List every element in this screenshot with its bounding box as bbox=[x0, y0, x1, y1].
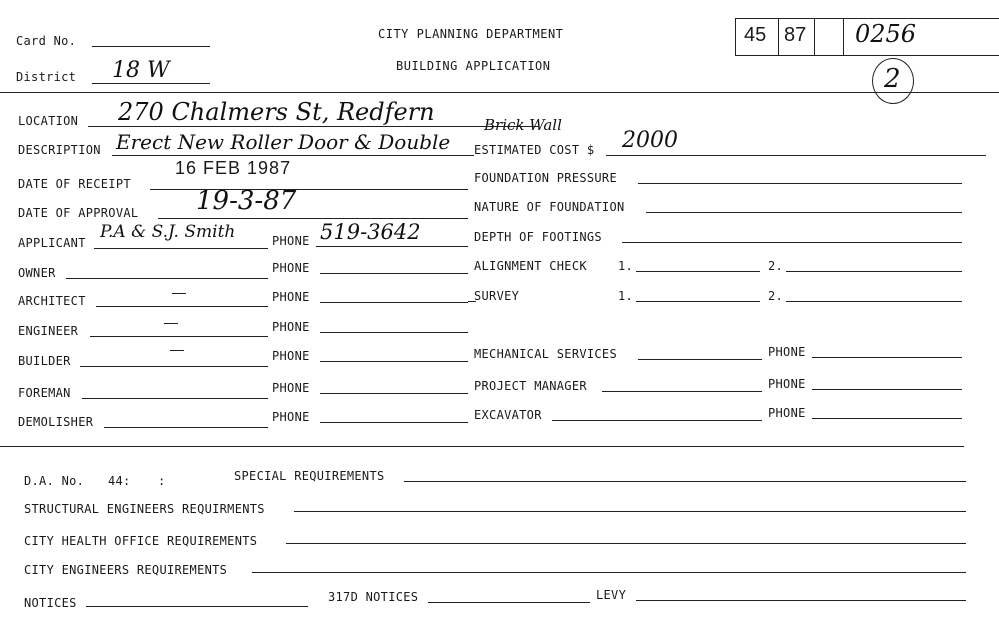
excavator-line bbox=[552, 420, 762, 421]
applicant-phone-value: 519-3642 bbox=[320, 220, 421, 244]
circled-number-value: 2 bbox=[884, 64, 901, 94]
applicant-phone-line bbox=[316, 246, 468, 247]
survey-2-line bbox=[786, 301, 962, 302]
description-value: Erect New Roller Door & Double bbox=[116, 130, 451, 154]
dept-title: CITY PLANNING DEPARTMENT bbox=[378, 27, 564, 41]
alignment-1-line bbox=[636, 271, 760, 272]
levy-label: LEVY bbox=[596, 588, 627, 602]
da-no-label: D.A. No. bbox=[24, 474, 85, 488]
notices-line bbox=[86, 606, 308, 607]
ref-cell-number: 0256 bbox=[855, 20, 917, 48]
notices-317d-line bbox=[428, 602, 590, 603]
demolisher-line bbox=[104, 427, 268, 428]
survey-1-line bbox=[636, 301, 760, 302]
nature-foundation-line bbox=[646, 212, 962, 213]
nature-foundation-label: NATURE OF FOUNDATION bbox=[474, 200, 625, 214]
ref-divider-3 bbox=[843, 18, 844, 55]
city-engineers-requirements-label: CITY ENGINEERS REQUIREMENTS bbox=[24, 563, 228, 577]
depth-footings-line bbox=[622, 242, 962, 243]
applicant-phone-label: PHONE bbox=[272, 234, 310, 248]
mechanical-line bbox=[638, 359, 762, 360]
description-label: DESCRIPTION bbox=[18, 143, 101, 157]
survey-lead-line bbox=[468, 301, 476, 302]
foreman-phone-label: PHONE bbox=[272, 381, 310, 395]
location-label: LOCATION bbox=[18, 114, 79, 128]
district-value: 18 W bbox=[112, 58, 170, 83]
builder-phone-line bbox=[320, 361, 468, 362]
project-manager-line bbox=[602, 391, 762, 392]
alignment-1-label: 1. bbox=[618, 259, 634, 273]
excavator-phone-label: PHONE bbox=[768, 406, 806, 420]
depth-footings-label: DEPTH OF FOOTINGS bbox=[474, 230, 602, 244]
date-approval-value: 19-3-87 bbox=[196, 186, 297, 216]
location-value: 270 Chalmers St, Redfern bbox=[118, 98, 435, 126]
structural-requirements-line bbox=[294, 511, 966, 512]
engineer-phone-line bbox=[320, 332, 468, 333]
date-approval-line bbox=[158, 218, 468, 219]
city-engineers-requirements-line bbox=[252, 572, 966, 573]
alignment-check-label: ALIGNMENT CHECK bbox=[474, 259, 587, 273]
mechanical-label: MECHANICAL SERVICES bbox=[474, 347, 617, 361]
demolisher-phone-line bbox=[320, 422, 468, 423]
builder-line bbox=[80, 366, 268, 367]
estimated-cost-line bbox=[606, 155, 986, 156]
notices-label: NOTICES bbox=[24, 596, 77, 610]
alignment-2-line bbox=[786, 271, 962, 272]
levy-line bbox=[636, 600, 966, 601]
project-manager-label: PROJECT MANAGER bbox=[474, 379, 587, 393]
description-line bbox=[112, 155, 474, 156]
mechanical-phone-label: PHONE bbox=[768, 345, 806, 359]
engineer-dash bbox=[164, 323, 178, 324]
architect-phone-line bbox=[320, 302, 468, 303]
alignment-2-label: 2. bbox=[768, 259, 784, 273]
survey-label: SURVEY bbox=[474, 289, 520, 303]
survey-1-label: 1. bbox=[618, 289, 634, 303]
demolisher-label: DEMOLISHER bbox=[18, 415, 94, 429]
da-no-colon: : bbox=[158, 474, 166, 488]
owner-phone-line bbox=[320, 273, 468, 274]
project-manager-phone-label: PHONE bbox=[768, 377, 806, 391]
survey-2-label: 2. bbox=[768, 289, 784, 303]
builder-phone-label: PHONE bbox=[272, 349, 310, 363]
health-requirements-line bbox=[286, 543, 966, 544]
structural-requirements-label: STRUCTURAL ENGINEERS REQUIRMENTS bbox=[24, 502, 265, 516]
demolisher-phone-label: PHONE bbox=[272, 410, 310, 424]
district-label: District bbox=[16, 70, 77, 84]
location-line bbox=[88, 126, 538, 127]
applicant-line bbox=[94, 248, 268, 249]
foreman-label: FOREMAN bbox=[18, 386, 71, 400]
ref-cell-series: 87 bbox=[784, 24, 807, 46]
special-requirements-line bbox=[404, 481, 966, 482]
ref-divider-1 bbox=[778, 18, 779, 55]
excavator-phone-line bbox=[812, 418, 962, 419]
owner-line bbox=[66, 278, 268, 279]
form-title: BUILDING APPLICATION bbox=[396, 59, 551, 73]
architect-phone-label: PHONE bbox=[272, 290, 310, 304]
architect-line bbox=[96, 306, 268, 307]
description-extra: Brick Wall bbox=[484, 116, 562, 134]
excavator-label: EXCAVATOR bbox=[474, 408, 542, 422]
applicant-value: P.A & S.J. Smith bbox=[100, 222, 236, 242]
mechanical-phone-line bbox=[812, 357, 962, 358]
district-line bbox=[92, 83, 210, 84]
da-no-value: 44: bbox=[108, 474, 131, 488]
date-receipt-stamp: 16 FEB 1987 bbox=[175, 158, 292, 178]
builder-label: BUILDER bbox=[18, 354, 71, 368]
special-requirements-label: SPECIAL REQUIREMENTS bbox=[234, 469, 385, 483]
header-rule bbox=[0, 92, 999, 93]
ref-cell-year: 45 bbox=[744, 24, 767, 46]
builder-dash bbox=[170, 350, 184, 351]
engineer-label: ENGINEER bbox=[18, 324, 79, 338]
section-rule bbox=[0, 446, 964, 447]
foundation-pressure-label: FOUNDATION PRESSURE bbox=[474, 171, 617, 185]
ref-divider-2 bbox=[814, 18, 815, 55]
card-no-label: Card No. bbox=[16, 34, 77, 48]
estimated-cost-label: ESTIMATED COST $ bbox=[474, 143, 595, 157]
project-manager-phone-line bbox=[812, 389, 962, 390]
applicant-label: APPLICANT bbox=[18, 236, 86, 250]
date-receipt-label: DATE OF RECEIPT bbox=[18, 177, 131, 191]
card-no-line bbox=[92, 46, 210, 47]
engineer-phone-label: PHONE bbox=[272, 320, 310, 334]
architect-label: ARCHITECT bbox=[18, 294, 86, 308]
architect-dash bbox=[172, 293, 186, 294]
owner-phone-label: PHONE bbox=[272, 261, 310, 275]
foreman-phone-line bbox=[320, 393, 468, 394]
health-requirements-label: CITY HEALTH OFFICE REQUIREMENTS bbox=[24, 534, 258, 548]
foundation-pressure-line bbox=[638, 183, 962, 184]
notices-317d-label: 317D NOTICES bbox=[328, 590, 419, 604]
date-approval-label: DATE OF APPROVAL bbox=[18, 206, 139, 220]
owner-label: OWNER bbox=[18, 266, 56, 280]
foreman-line bbox=[82, 398, 268, 399]
engineer-line bbox=[90, 336, 268, 337]
estimated-cost-value: 2000 bbox=[622, 128, 678, 153]
